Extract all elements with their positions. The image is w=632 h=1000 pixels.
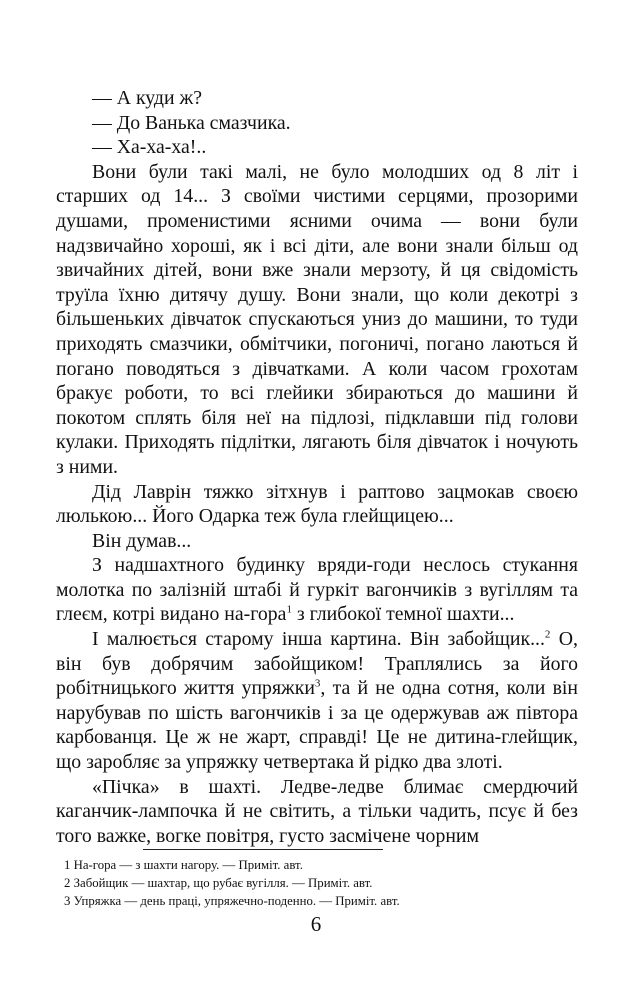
footnote-ref-1: 1 [286,603,292,616]
paragraph-text: з глибокої темної шахти... [291,603,515,626]
main-text [56,86,578,848]
paragraph-text: З надшахтного будинку вряди-годи неслось стукання молотка по залізній штабі й гуркіт вагончиків з вугіллям та глеєм, котрі видано на-гора [56,554,578,626]
footnote-ref-2: 2 [544,628,551,641]
paragraph-dialogue-3: — Ха-ха-ха!.. [92,136,207,159]
footnote-ref-3: 3 [314,677,321,690]
footnote-3: 3 Упряжка — день праці, упряжечно-поденно. — Приміт. авт. [64,894,400,908]
footnotes [64,856,584,910]
footnote-1: 1 На-гора — з шахти нагору. — Приміт. авт. [64,858,303,872]
page-number: 6 [310,912,322,936]
paragraph-text: О, він був добрячим забойщиком! Траплялись за його робітницького життя упряжки [56,628,578,700]
paragraph-pichka: «Пічка» в шахті. Ледве-ледве блимає смердючий каганчик-лампочка й не світить, а тільки чадить, псує й без того важке, вогке повітря, густо засмічене чорним [56,775,578,847]
paragraph-text: , та й не одна сотня, коли він нарубував по шість вагончиків і за це одержував аж півтора карбованця. Це ж не жарт, справді! Це не дитина-глейщик, що заробляє за упряжку четвертака й рідко два злоті. [56,677,578,774]
footnote-divider [143,849,383,850]
paragraph-dialogue-1: — А куди ж? [92,87,202,109]
paragraph-picture [56,627,578,775]
paragraph-lavrin: Дід Лаврін тяжко зітхнув і раптово зацмокав своєю люлькою... Його Одарка теж була глейщицею... [56,480,578,528]
paragraph-children: Вони були такі малі, не було молодших од 8 літ і старших од 14... З своїми чистими серцями, прозорими душами, променистими ясними очима — вони були надзвичайно хороші, як і всі діти, але вони знали більш од звичайних дітей, вони вже знали мерзоту, й ця свідомість труїла їхню дитячу душу. Вони знали, що коли декотрі з більшеньких дівчаток спускаються униз до машини, то туди приходять смазчики, обмітчики, погоничі, погано лаються й погано поводяться з дівчатками. А коли часом грохотам бракує роботи, то всі глейики збираються до машини й покотом сплять біля неї на підлозі, підклавши під голови кулаки. Приходять підлітки, лягають біля дівчаток і ночують з ними. [56,160,578,478]
footnote-2: 2 Забойщик — шахтар, що рубає вугілля. — Приміт. авт. [64,876,373,890]
paragraph-thinking: Він думав... [92,529,192,552]
paragraph-mine-building [56,553,578,627]
paragraph-dialogue-2: — До Ванька смазчика. [92,111,291,134]
paragraph-text: І малюється старому інша картина. Він забойщик... [92,628,545,651]
